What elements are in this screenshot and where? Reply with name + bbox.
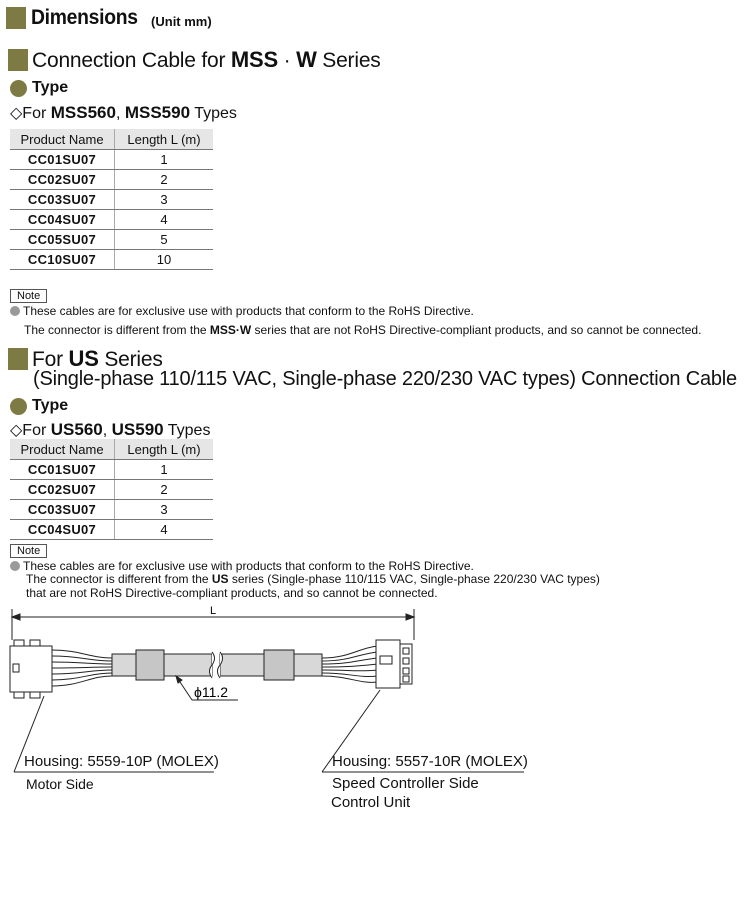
length-cell: 4 (115, 520, 214, 540)
table-row (10, 210, 213, 230)
table-row (10, 190, 213, 210)
length-cell: 1 (115, 150, 214, 170)
product-name-cell: CC05SU07 (10, 230, 115, 250)
section1-note-label: Note (10, 289, 47, 303)
product-name-cell: CC01SU07 (10, 460, 115, 480)
controller-side-connector (376, 640, 412, 688)
dimensions-title: Dimensions (31, 6, 138, 29)
length-cell: 4 (115, 210, 214, 230)
speed-controller-side-label: Speed Controller Side (332, 775, 479, 792)
section-square-icon (8, 348, 28, 370)
length-cell: 10 (115, 250, 214, 270)
motor-side-label: Motor Side (26, 776, 94, 792)
table-row (10, 250, 213, 270)
note-bullet-icon (10, 561, 20, 571)
product-name-cell: CC03SU07 (10, 190, 115, 210)
motor-side-housing-label: Housing: 5559-10P (MOLEX) (24, 753, 219, 770)
section1-heading (8, 47, 381, 73)
section2-for-types: ◇For US560, US590 Types (10, 420, 211, 439)
diameter-label: ϕ11.2 (194, 684, 229, 700)
type-dot-icon (10, 80, 27, 97)
cable-body (112, 650, 322, 680)
section2-note-line3: that are not RoHS Directive-compliant products, and so cannot be connected. (26, 586, 438, 600)
dimensions-heading (6, 6, 212, 30)
section2-product-table (10, 439, 213, 540)
table-row (10, 500, 213, 520)
motor-side-connector (10, 640, 52, 698)
section2-note-line2: The connector is different from the US series (Single-phase 110/115 VAC, Single-phase 220/230 VAC types) (26, 572, 600, 586)
product-name-cell: CC10SU07 (10, 250, 115, 270)
table-header-row (10, 439, 213, 460)
table-row (10, 460, 213, 480)
section1-product-table (10, 129, 213, 270)
section2-type-label: Type (10, 397, 68, 415)
section1-note-line1: These cables are for exclusive use with products that conform to the RoHS Directive. (10, 304, 474, 318)
column-header-length: Length L (m) (115, 129, 214, 150)
section2-note-label: Note (10, 544, 47, 558)
table-row (10, 520, 213, 540)
motor-side-wires (52, 650, 112, 686)
section-square-icon (8, 49, 28, 71)
controller-side-wires (322, 646, 378, 682)
controller-side-housing-label: Housing: 5557-10R (MOLEX) (332, 753, 528, 770)
control-unit-label: Control Unit (331, 794, 411, 811)
product-name-cell: CC03SU07 (10, 500, 115, 520)
table-row (10, 480, 213, 500)
product-name-cell: CC04SU07 (10, 210, 115, 230)
table-row (10, 150, 213, 170)
product-name-cell: CC02SU07 (10, 480, 115, 500)
section1-for-types: ◇For MSS560, MSS590 Types (10, 103, 237, 122)
section2-title: For US Series (32, 346, 163, 371)
table-header-row (10, 129, 213, 150)
unit-label: (Unit mm) (151, 13, 212, 29)
table-row (10, 170, 213, 190)
section2-subtitle: (Single-phase 110/115 VAC, Single-phase 220/230 VAC types) Connection Cable (33, 368, 737, 390)
length-cell: 3 (115, 500, 214, 520)
table-row (10, 230, 213, 250)
section1-title: Connection Cable for MSS · W Series (32, 47, 381, 72)
length-cell: 5 (115, 230, 214, 250)
column-header-product-name: Product Name (10, 439, 115, 460)
section1-type-label: Type (10, 79, 68, 97)
product-name-cell: CC02SU07 (10, 170, 115, 190)
section1-note-line2: The connector is different from the MSS·W series that are not RoHS Directive-compliant products, and so cannot be connected. (24, 323, 702, 337)
note-bullet-icon (10, 306, 20, 316)
product-name-cell: CC04SU07 (10, 520, 115, 540)
heading-square-icon (6, 7, 26, 29)
product-name-cell: CC01SU07 (10, 150, 115, 170)
length-cell: 2 (115, 170, 214, 190)
length-cell: 1 (115, 460, 214, 480)
section2-note-line1: These cables are for exclusive use with products that conform to the RoHS Directive. (10, 559, 474, 573)
length-label: L (209, 605, 217, 617)
column-header-product-name: Product Name (10, 129, 115, 150)
type-dot-icon (10, 398, 27, 415)
length-cell: 3 (115, 190, 214, 210)
column-header-length: Length L (m) (115, 439, 214, 460)
length-cell: 2 (115, 480, 214, 500)
